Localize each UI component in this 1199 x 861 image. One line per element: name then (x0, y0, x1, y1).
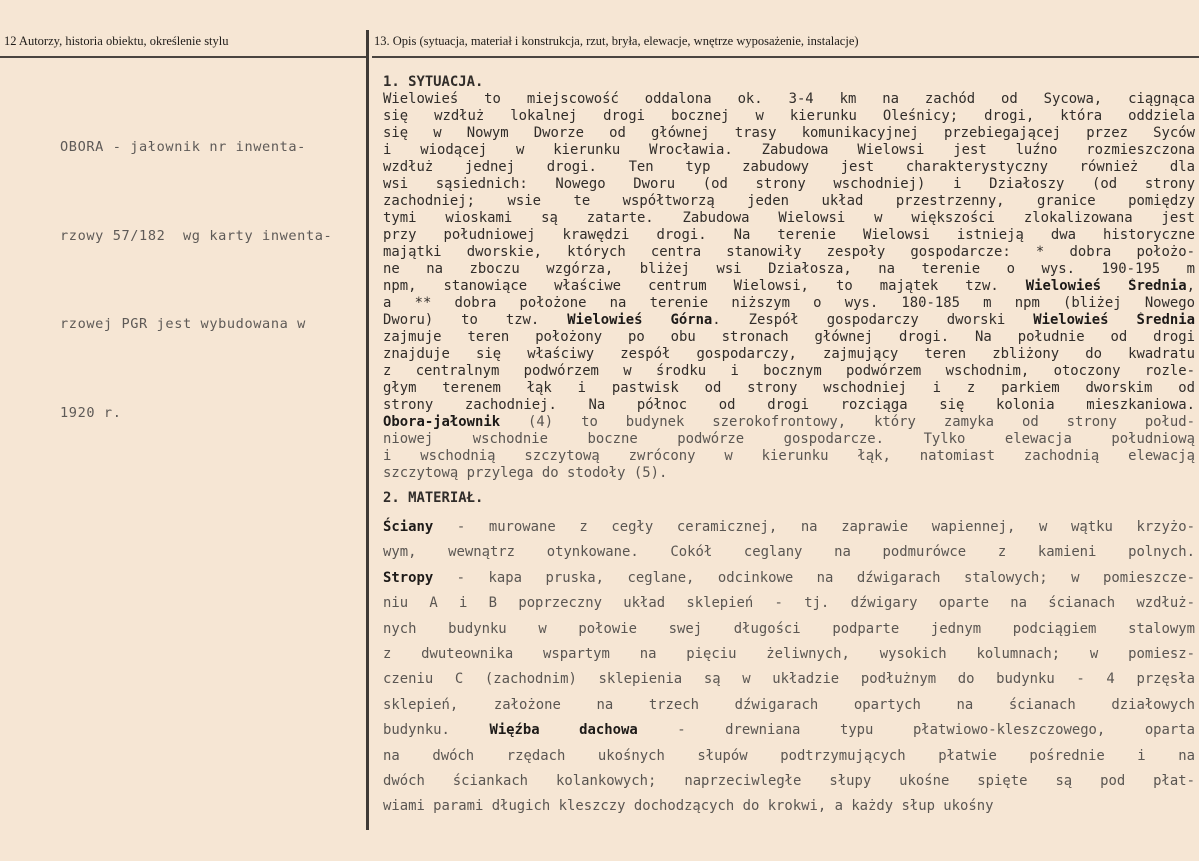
emphasis-term: Stropy (383, 569, 434, 586)
header-right-cell (372, 0, 1199, 58)
text-line: z dwuteownika wspartym na pięciu żeliwnych, wysokich kolumnach; w pomiesz- (383, 645, 1195, 662)
text-line: nych budynku w połowie swej długości podparte jednym podciągiem stalowym (383, 620, 1195, 637)
column-divider (366, 30, 369, 830)
text-line: npm, stanowiące właściwe centrum Wielowsi, to majątek tzw. Wielowieś Średnia, (383, 278, 1195, 294)
text-line: sklepień, założone na trzech dźwigarach opartych na ścianach działowych (383, 696, 1195, 713)
text-line: znajduje się właściwy zespół gospodarczy, zajmujący teren zbliżony do kwadratu (383, 346, 1195, 362)
text-line: strony zachodniej. Na północ od drogi rozciąga się kolonia mieszkaniowa. (383, 397, 1195, 413)
field-13-label: 13. Opis (sytuacja, materiał i konstrukcja, rzut, bryła, elewacje, wnętrze wyposażenie, instalacje) (374, 34, 859, 48)
text-line: na dwóch rzędach ukośnych słupów podtrzymujących płatwie pośrednie i na (383, 747, 1195, 764)
emphasis-term: Wielowieś Średnia (1033, 312, 1195, 328)
text-line: Obora-jałownik (4) to budynek szerokofrontowy, który zamyka od strony połud- (383, 414, 1195, 430)
text-line: i wiodącej w kierunku Wrocławia. Zabudowa Wielowsi jest luźno rozmieszczona (383, 142, 1195, 158)
description-text (383, 74, 1195, 820)
text-line: tymi wioskami są zatarte. Zabudowa Wielowsi w większości zlokalizowana jest (383, 210, 1195, 226)
emphasis-term: Ściany (383, 519, 434, 535)
history-line: OBORA - jałownik nr inwenta- (60, 139, 306, 155)
history-line: rzowy 57/182 wg karty inwenta- (60, 227, 333, 244)
text-line: głym terenem łąk i pastwisk od strony wschodniej i z parkiem dworskim od (383, 380, 1195, 396)
emphasis-term: Wielowieś Średnia (1025, 278, 1187, 294)
text-line: Wielowieś to miejscowość oddalona ok. 3-4 km na zachód od Sycowa, ciągnąca (383, 91, 1195, 107)
text-line: i wschodnią szczytową zwrócony w kierunku łąk, natomiast zachodnią elewacją (383, 448, 1195, 464)
text-line: wzdłuż jednej drogi. Ten typ zabudowy jest charakterystyczny również dla (383, 159, 1195, 175)
text-line: budynku. Więźba dachowa - drewniana typu płatwiowo-kleszczowego, oparta (383, 722, 1195, 739)
text-line: wiami parami długich kleszczy dochodzących do krokwi, a każdy słup ukośny (383, 798, 994, 815)
text-line: wsi sąsiednich: Nowego Dworu (od strony wschodniej) i Działoszy (od strony (383, 176, 1195, 192)
emphasis-term: Wielowieś Górna (567, 312, 713, 328)
text-line: przy południowej krawędzi drogi. Na terenie Wielowsi istnieją dwa historyczne (383, 227, 1195, 243)
text-line: majątki dworskie, których centra stanowiły zespoły gospodarcze: * dobra położo- (383, 244, 1195, 260)
text-line: niowej wschodnie boczne podwórze gospodarcze. Tylko elewacja południową (383, 431, 1195, 447)
text-line: się wzdłuż lokalnej drogi bocznej w kierunku Oleśnicy; drogi, która oddziela (383, 108, 1195, 124)
history-text (60, 74, 356, 458)
history-line: rzowej PGR jest wybudowana w (60, 316, 306, 332)
header-left-cell (0, 0, 366, 58)
text-line: z centralnym podwórzem w środku i bocznym podwórzem wschodnim, otoczony rozle- (383, 363, 1195, 379)
text-line: Dworu) to tzw. Wielowieś Górna. Zespół gospodarczy dworski Wielowieś Średnia (383, 312, 1195, 328)
text-line: zajmuje teren położony po obu stronach głównej drogi. Na południe od drogi (383, 329, 1195, 345)
text-line: zachodniej; wsie te współtworzą jeden układ przestrzenny, granice pomiędzy (383, 193, 1195, 209)
section-heading-material: 2. MATERIAŁ. (383, 490, 484, 506)
text-line: szczytową przylega do stodoły (5). (383, 465, 668, 481)
text-line: Stropy - kapa pruska, ceglane, odcinkowe na dźwigarach stalowych; w pomieszcze- (383, 569, 1195, 586)
text-line: czeniu C (zachodnim) sklepienia są w układzie podłużnym do budynku - 4 przęsła (383, 671, 1195, 688)
text-line: dwóch ściankach kolankowych; naprzeciwległe słupy ukośne spięte są pod płat- (383, 772, 1195, 789)
field-12-label: 12 Autorzy, historia obiektu, określenie stylu (4, 34, 229, 48)
text-line: wym, wewnątrz otynkowane. Cokół ceglany na podmurówce z kamieni polnych. (383, 544, 1195, 561)
text-line: się w Nowym Dworze od głównej trasy komunikacyjnej przebiegającej przez Syców (383, 125, 1195, 141)
emphasis-term: Więźba dachowa (489, 722, 638, 739)
emphasis-term: Obora-jałownik (383, 414, 501, 430)
history-line: 1920 r. (60, 404, 122, 421)
text-line: niu A i B poprzeczny układ sklepień - tj. dźwigary oparte na ścianach wzdłuż- (383, 595, 1195, 612)
text-line: a ** dobra położone na terenie niższym o wys. 180-185 m npm (bliżej Nowego (383, 295, 1195, 311)
situation-paragraph (383, 91, 1195, 482)
section-heading-situation: 1. SYTUACJA. (383, 74, 484, 90)
text-line: Ściany - murowane z cegły ceramicznej, na zaprawie wapiennej, w wątku krzyżo- (383, 519, 1195, 535)
text-line: ne na zboczu wzgórza, bliżej wsi Działosza, na terenie o wys. 190-195 m (383, 261, 1195, 277)
material-paragraph (383, 515, 1195, 820)
